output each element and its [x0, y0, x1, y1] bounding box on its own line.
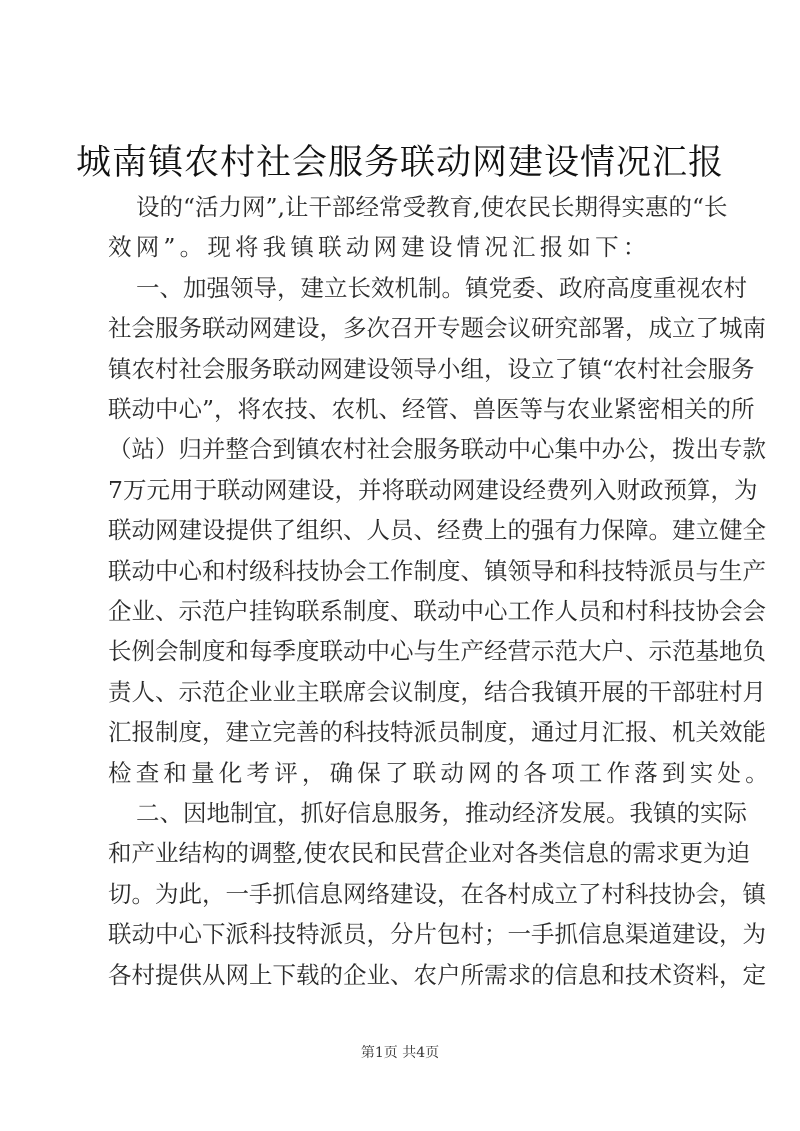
- text-line: 7万元用于联动网建设，并将联动网建设经费列入财政预算，为: [108, 475, 758, 504]
- text-line: 联动中心和村级科技协会工作制度、镇领导和科技特派员与生产: [108, 556, 766, 585]
- document-title: 城南镇农村社会服务联动网建设情况汇报: [75, 143, 724, 183]
- text-line: 汇报制度，建立完善的科技特派员制度，通过月汇报、机关效能: [108, 718, 766, 747]
- page-footer: 第1页 共4页: [360, 1045, 440, 1061]
- text-line: 一、加强领导，建立长效机制。镇党委、政府高度重视农村: [136, 273, 747, 302]
- text-line: 长例会制度和每季度联动中心与生产经营示范大户、示范基地负: [108, 637, 766, 666]
- text-line: 各村提供从网上下载的企业、农户所需求的信息和技术资料，定: [108, 960, 766, 989]
- text-line: 效网”。现将我镇联动网建设情况汇报如下：: [108, 233, 651, 262]
- text-line: 切。为此，一手抓信息网络建设，在各村成立了村科技协会，镇: [108, 879, 766, 908]
- text-line: 检查和量化考评，确保了联动网的各项工作落到实处。: [108, 758, 773, 787]
- text-line: 责人、示范企业业主联席会议制度，结合我镇开展的干部驻村月: [108, 677, 766, 706]
- text-line: 联动中心”，将农技、农机、经管、兽医等与农业紧密相关的所: [108, 395, 755, 423]
- text-line: 社会服务联动网建设，多次召开专题会议研究部署，成立了城南: [108, 314, 766, 343]
- text-line: （站）归并整合到镇农村社会服务联动中心集中办公，拨出专款: [108, 435, 766, 464]
- text-line: 联动中心下派科技特派员，分片包村；一手抓信息渠道建设，为: [108, 920, 766, 949]
- text-line: 联动网建设提供了组织、人员、经费上的强有力保障。建立健全: [108, 516, 766, 545]
- text-line: 镇农村社会服务联动网建设领导小组，设立了镇“农村社会服务: [108, 354, 755, 383]
- text-line: 设的“活力网”,让干部经常受教育,使农民长期得实惠的“长: [136, 193, 728, 221]
- text-line: 二、因地制宜，抓好信息服务，推动经济发展。我镇的实际: [136, 799, 747, 827]
- text-line: 企业、示范户挂钩联系制度、联动中心工作人员和村科技协会会: [108, 597, 766, 625]
- text-line: 和产业结构的调整,使农民和民营企业对各类信息的需求更为迫: [108, 839, 750, 868]
